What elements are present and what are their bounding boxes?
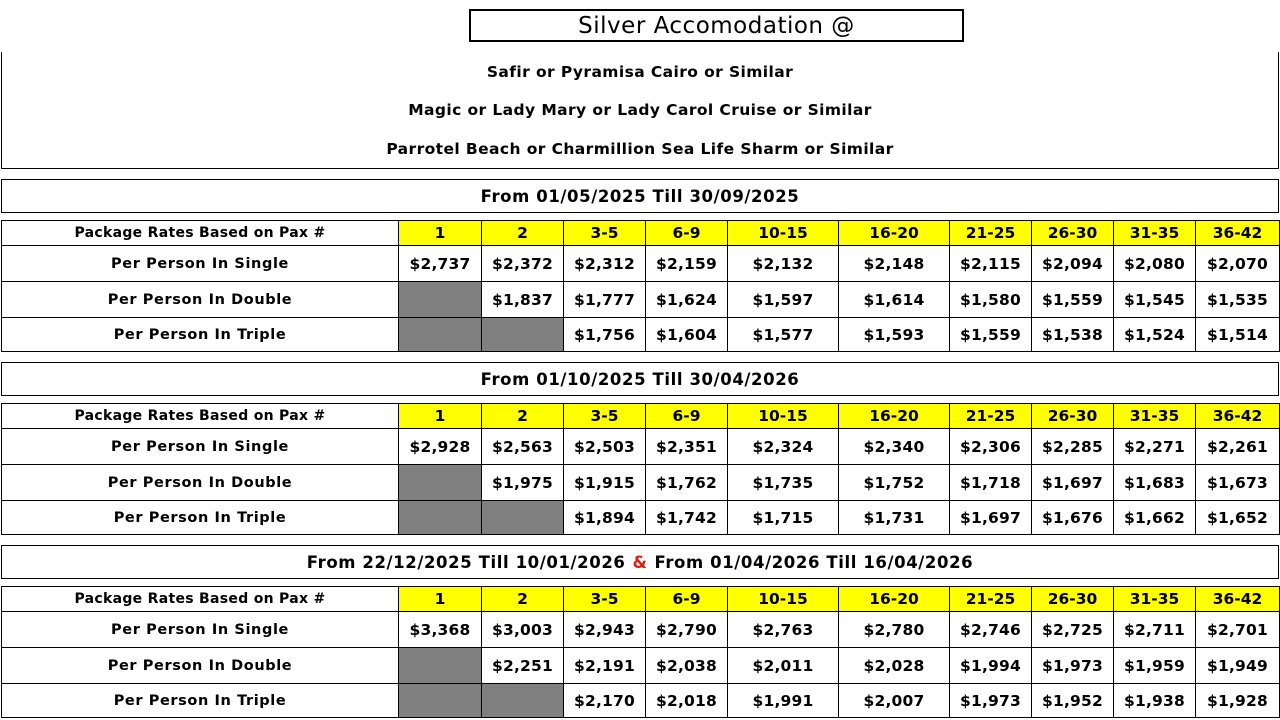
pax-column-header: 1: [399, 221, 482, 246]
price-cell: $1,994: [950, 648, 1032, 684]
price-cell: $2,038: [646, 648, 728, 684]
price-cell: $1,673: [1196, 465, 1280, 501]
pax-header-row: [2, 404, 1280, 429]
price-cell: $2,251: [482, 648, 564, 684]
price-cell: $1,676: [1032, 501, 1114, 535]
price-cell: $1,614: [839, 282, 950, 318]
price-cell: $2,094: [1032, 246, 1114, 282]
rate-row-triple: [2, 684, 1280, 718]
unavailable-cell: [482, 501, 564, 535]
price-cell: $1,928: [1196, 684, 1280, 718]
pax-column-header: 36-42: [1196, 404, 1280, 429]
price-cell: $1,697: [950, 501, 1032, 535]
pax-column-header: 1: [399, 587, 482, 612]
price-cell: $1,580: [950, 282, 1032, 318]
price-cell: $1,731: [839, 501, 950, 535]
row-label: Per Person In Triple: [2, 318, 399, 352]
rate-row-triple: [2, 501, 1280, 535]
price-cell: $2,790: [646, 612, 728, 648]
price-cell: $2,928: [399, 429, 482, 465]
unavailable-cell: [482, 318, 564, 352]
pax-column-header: 26-30: [1032, 587, 1114, 612]
row-label: Per Person In Single: [2, 246, 399, 282]
price-cell: $1,762: [646, 465, 728, 501]
price-cell: $1,559: [950, 318, 1032, 352]
pax-column-header: 3-5: [564, 587, 646, 612]
price-cell: $2,943: [564, 612, 646, 648]
pax-column-header: 16-20: [839, 221, 950, 246]
price-cell: $1,597: [728, 282, 839, 318]
page-title: Silver Accomodation @: [469, 9, 964, 42]
price-cell: $2,271: [1114, 429, 1196, 465]
price-cell: $1,697: [1032, 465, 1114, 501]
row-label: Per Person In Single: [2, 612, 399, 648]
rate-row-single: [2, 429, 1280, 465]
price-cell: $1,559: [1032, 282, 1114, 318]
price-cell: $1,545: [1114, 282, 1196, 318]
rate-row-single: [2, 246, 1280, 282]
period-3-ampersand: &: [632, 552, 648, 572]
pax-column-header: 10-15: [728, 404, 839, 429]
pax-column-header: 21-25: [950, 404, 1032, 429]
price-cell: $2,312: [564, 246, 646, 282]
row-label: Per Person In Single: [2, 429, 399, 465]
row-label: Per Person In Triple: [2, 501, 399, 535]
pax-column-header: 6-9: [646, 404, 728, 429]
price-cell: $1,662: [1114, 501, 1196, 535]
price-cell: $2,191: [564, 648, 646, 684]
pax-column-header: 31-35: [1114, 221, 1196, 246]
price-cell: $2,007: [839, 684, 950, 718]
price-cell: $1,715: [728, 501, 839, 535]
pax-column-header: 31-35: [1114, 587, 1196, 612]
price-cell: $2,737: [399, 246, 482, 282]
hotel-line-sharm: Parrotel Beach or Charmillion Sea Life Sharm or Similar: [386, 140, 894, 158]
hotel-line-cruise: Magic or Lady Mary or Lady Carol Cruise or Similar: [408, 101, 872, 119]
pax-column-header: 21-25: [950, 587, 1032, 612]
price-cell: $2,324: [728, 429, 839, 465]
price-cell: $1,952: [1032, 684, 1114, 718]
price-cell: $2,011: [728, 648, 839, 684]
price-cell: $1,973: [950, 684, 1032, 718]
rate-row-triple: [2, 318, 1280, 352]
unavailable-cell: [399, 501, 482, 535]
price-cell: $2,306: [950, 429, 1032, 465]
pax-column-header: 16-20: [839, 587, 950, 612]
pax-column-header: 16-20: [839, 404, 950, 429]
pax-column-header: 26-30: [1032, 221, 1114, 246]
price-cell: $1,718: [950, 465, 1032, 501]
period-header-2: From 01/10/2025 Till 30/04/2026: [1, 362, 1279, 396]
pax-header-label: Package Rates Based on Pax #: [2, 587, 399, 612]
price-cell: $2,070: [1196, 246, 1280, 282]
price-cell: $2,711: [1114, 612, 1196, 648]
unavailable-cell: [399, 318, 482, 352]
price-cell: $1,538: [1032, 318, 1114, 352]
unavailable-cell: [399, 282, 482, 318]
pax-header-row: [2, 221, 1280, 246]
price-cell: $1,975: [482, 465, 564, 501]
price-cell: $2,340: [839, 429, 950, 465]
price-cell: $1,735: [728, 465, 839, 501]
price-cell: $2,028: [839, 648, 950, 684]
price-cell: $2,763: [728, 612, 839, 648]
pax-column-header: 31-35: [1114, 404, 1196, 429]
price-cell: $2,132: [728, 246, 839, 282]
price-cell: $1,514: [1196, 318, 1280, 352]
price-cell: $2,170: [564, 684, 646, 718]
hotels-section: [1, 52, 1279, 169]
rate-row-single: [2, 612, 1280, 648]
period-header-1: From 01/05/2025 Till 30/09/2025: [1, 179, 1279, 213]
pax-column-header: 6-9: [646, 221, 728, 246]
price-cell: $1,604: [646, 318, 728, 352]
pax-column-header: 21-25: [950, 221, 1032, 246]
price-cell: $1,777: [564, 282, 646, 318]
rates-table-period-3: [1, 586, 1280, 718]
price-cell: $2,080: [1114, 246, 1196, 282]
price-cell: $2,018: [646, 684, 728, 718]
rate-row-double: [2, 465, 1280, 501]
price-cell: $2,148: [839, 246, 950, 282]
pax-column-header: 10-15: [728, 221, 839, 246]
price-cell: $2,746: [950, 612, 1032, 648]
pax-header-label: Package Rates Based on Pax #: [2, 404, 399, 429]
pax-column-header: 36-42: [1196, 221, 1280, 246]
price-cell: $2,261: [1196, 429, 1280, 465]
rates-table-period-2: [1, 403, 1280, 535]
rate-row-double: [2, 282, 1280, 318]
rates-table-period-1: [1, 220, 1280, 352]
pax-column-header: 6-9: [646, 587, 728, 612]
row-label: Per Person In Double: [2, 648, 399, 684]
pax-column-header: 3-5: [564, 404, 646, 429]
price-cell: $2,780: [839, 612, 950, 648]
price-cell: $1,652: [1196, 501, 1280, 535]
price-cell: $2,372: [482, 246, 564, 282]
price-cell: $1,756: [564, 318, 646, 352]
price-cell: $1,837: [482, 282, 564, 318]
price-cell: $3,003: [482, 612, 564, 648]
price-cell: $1,752: [839, 465, 950, 501]
pax-column-header: 36-42: [1196, 587, 1280, 612]
price-cell: $2,701: [1196, 612, 1280, 648]
price-cell: $1,959: [1114, 648, 1196, 684]
rate-row-double: [2, 648, 1280, 684]
pax-column-header: 26-30: [1032, 404, 1114, 429]
period-header-3: [1, 545, 1279, 579]
pax-column-header: 10-15: [728, 587, 839, 612]
hotel-line-cairo: Safir or Pyramisa Cairo or Similar: [486, 63, 794, 81]
price-cell: $1,624: [646, 282, 728, 318]
price-cell: $1,973: [1032, 648, 1114, 684]
price-cell: $2,563: [482, 429, 564, 465]
row-label: Per Person In Double: [2, 465, 399, 501]
unavailable-cell: [399, 648, 482, 684]
price-cell: $1,894: [564, 501, 646, 535]
price-cell: $1,577: [728, 318, 839, 352]
pax-header-row: [2, 587, 1280, 612]
price-cell: $1,949: [1196, 648, 1280, 684]
price-cell: $2,725: [1032, 612, 1114, 648]
price-cell: $1,915: [564, 465, 646, 501]
price-cell: $1,938: [1114, 684, 1196, 718]
period-3-range-1: From 22/12/2025 Till 10/01/2026: [306, 552, 626, 572]
row-label: Per Person In Double: [2, 282, 399, 318]
pax-column-header: 2: [482, 587, 564, 612]
price-cell: $3,368: [399, 612, 482, 648]
period-3-range-2: From 01/04/2026 Till 16/04/2026: [654, 552, 974, 572]
price-cell: $1,593: [839, 318, 950, 352]
price-cell: $1,742: [646, 501, 728, 535]
unavailable-cell: [399, 465, 482, 501]
pax-column-header: 2: [482, 404, 564, 429]
price-cell: $2,115: [950, 246, 1032, 282]
pax-column-header: 2: [482, 221, 564, 246]
price-cell: $1,991: [728, 684, 839, 718]
pax-header-label: Package Rates Based on Pax #: [2, 221, 399, 246]
price-cell: $1,524: [1114, 318, 1196, 352]
row-label: Per Person In Triple: [2, 684, 399, 718]
pax-column-header: 1: [399, 404, 482, 429]
pax-column-header: 3-5: [564, 221, 646, 246]
price-cell: $2,503: [564, 429, 646, 465]
unavailable-cell: [482, 684, 564, 718]
price-cell: $1,683: [1114, 465, 1196, 501]
price-cell: $2,351: [646, 429, 728, 465]
price-cell: $1,535: [1196, 282, 1280, 318]
price-cell: $2,285: [1032, 429, 1114, 465]
price-cell: $2,159: [646, 246, 728, 282]
unavailable-cell: [399, 684, 482, 718]
